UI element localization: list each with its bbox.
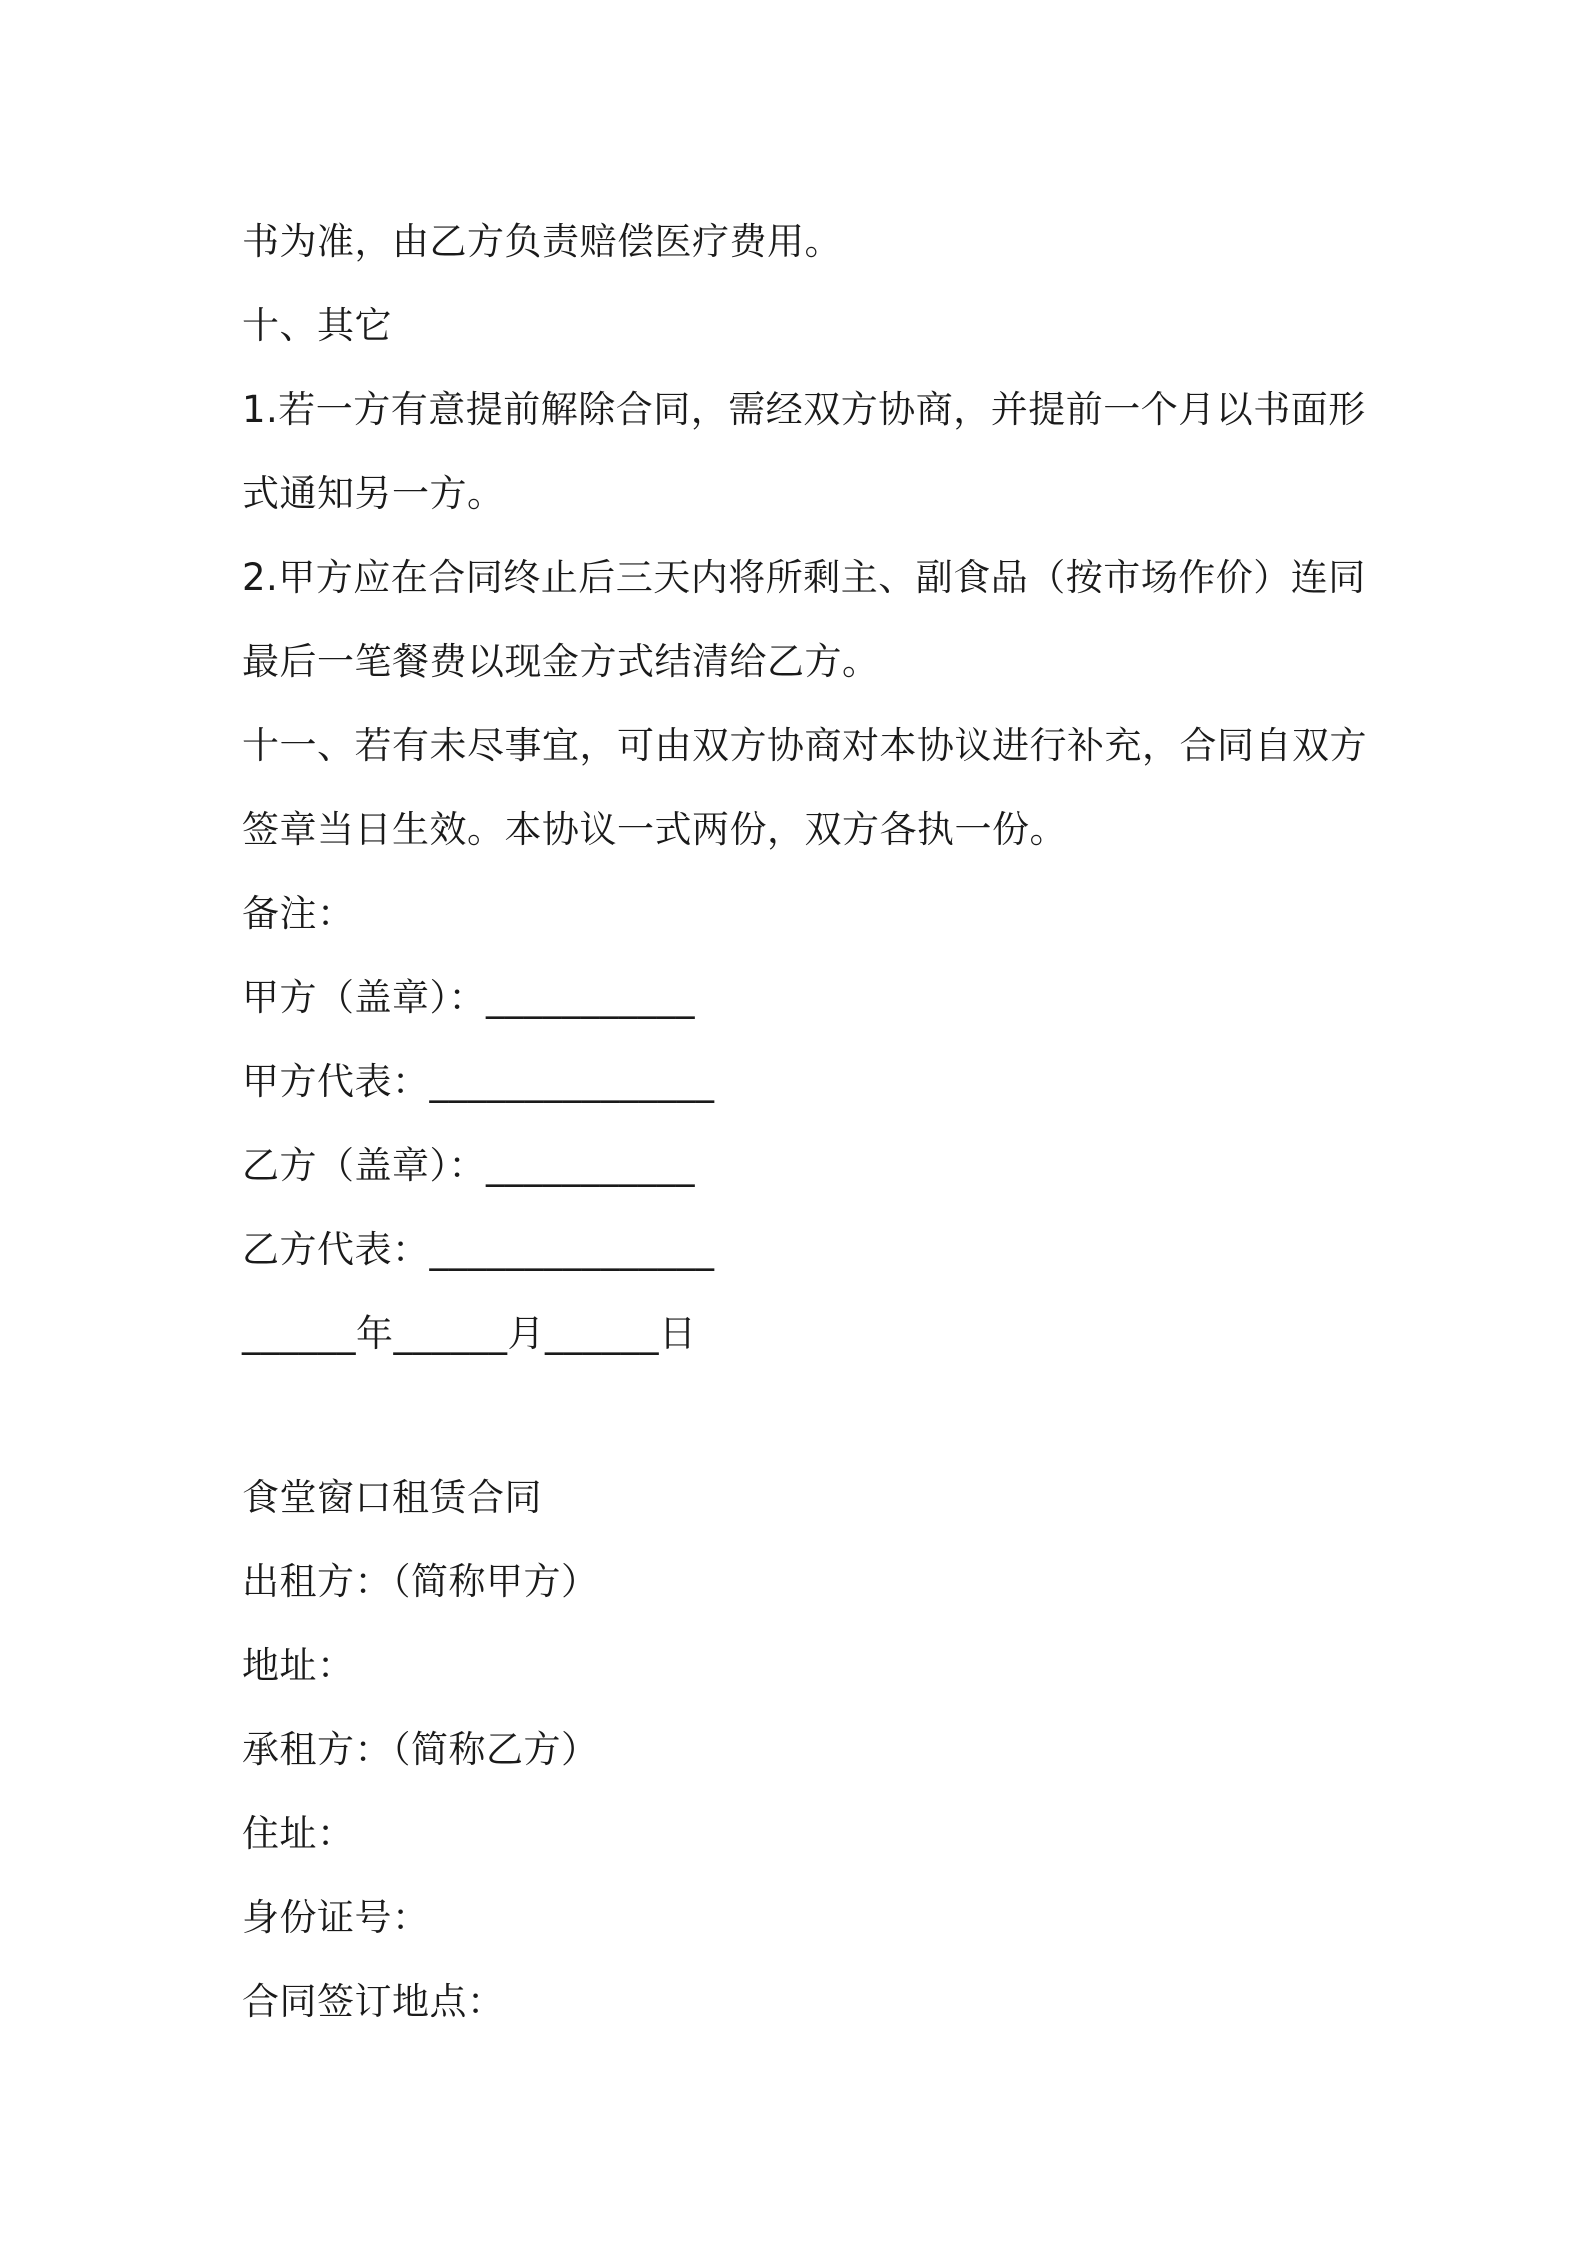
section-spacer — [242, 1376, 1352, 1456]
party-b-representative-field: 乙方代表：_______________ — [242, 1228, 715, 1271]
lessor-label: 出租方：（简称甲方） — [242, 1560, 599, 1603]
signing-place-label: 合同签订地点： — [242, 1980, 505, 2023]
lessee-label: 承租方：（简称乙方） — [242, 1728, 599, 1771]
address-label: 地址： — [242, 1644, 355, 1687]
date-field: ______年______月______日 — [242, 1312, 697, 1355]
id-number-label: 身份证号： — [242, 1896, 430, 1939]
remarks-label: 备注： — [242, 892, 355, 935]
clause-eleven-line-2: 签章当日生效。本协议一式两份，双方各执一份。 — [242, 808, 1067, 851]
clause-ten-2-line-1: 2.甲方应在合同终止后三天内将所剩主、副食品（按市场作价）连同 — [242, 556, 1366, 599]
clause-ten-1-line-1: 1.若一方有意提前解除合同，需经双方协商，并提前一个月以书面形 — [242, 388, 1366, 431]
residence-label: 住址： — [242, 1812, 355, 1855]
clause-eleven-line-1: 十一、若有未尽事宜，可由双方协商对本协议进行补充，合同自双方 — [242, 724, 1367, 767]
contract-title: 食堂窗口租赁合同 — [242, 1476, 542, 1519]
clause-nine-tail: 书为准，由乙方负责赔偿医疗费用。 — [242, 220, 842, 263]
clause-ten-2-line-2: 最后一笔餐费以现金方式结清给乙方。 — [242, 640, 880, 683]
party-a-seal-field: 甲方（盖章）：___________ — [242, 976, 695, 1019]
document-page — [242, 200, 1367, 2044]
party-b-seal-field: 乙方（盖章）：___________ — [242, 1144, 695, 1187]
party-a-representative-field: 甲方代表：_______________ — [242, 1060, 715, 1103]
clause-ten-1-line-2: 式通知另一方。 — [242, 472, 505, 515]
section-ten-heading: 十、其它 — [242, 304, 392, 347]
